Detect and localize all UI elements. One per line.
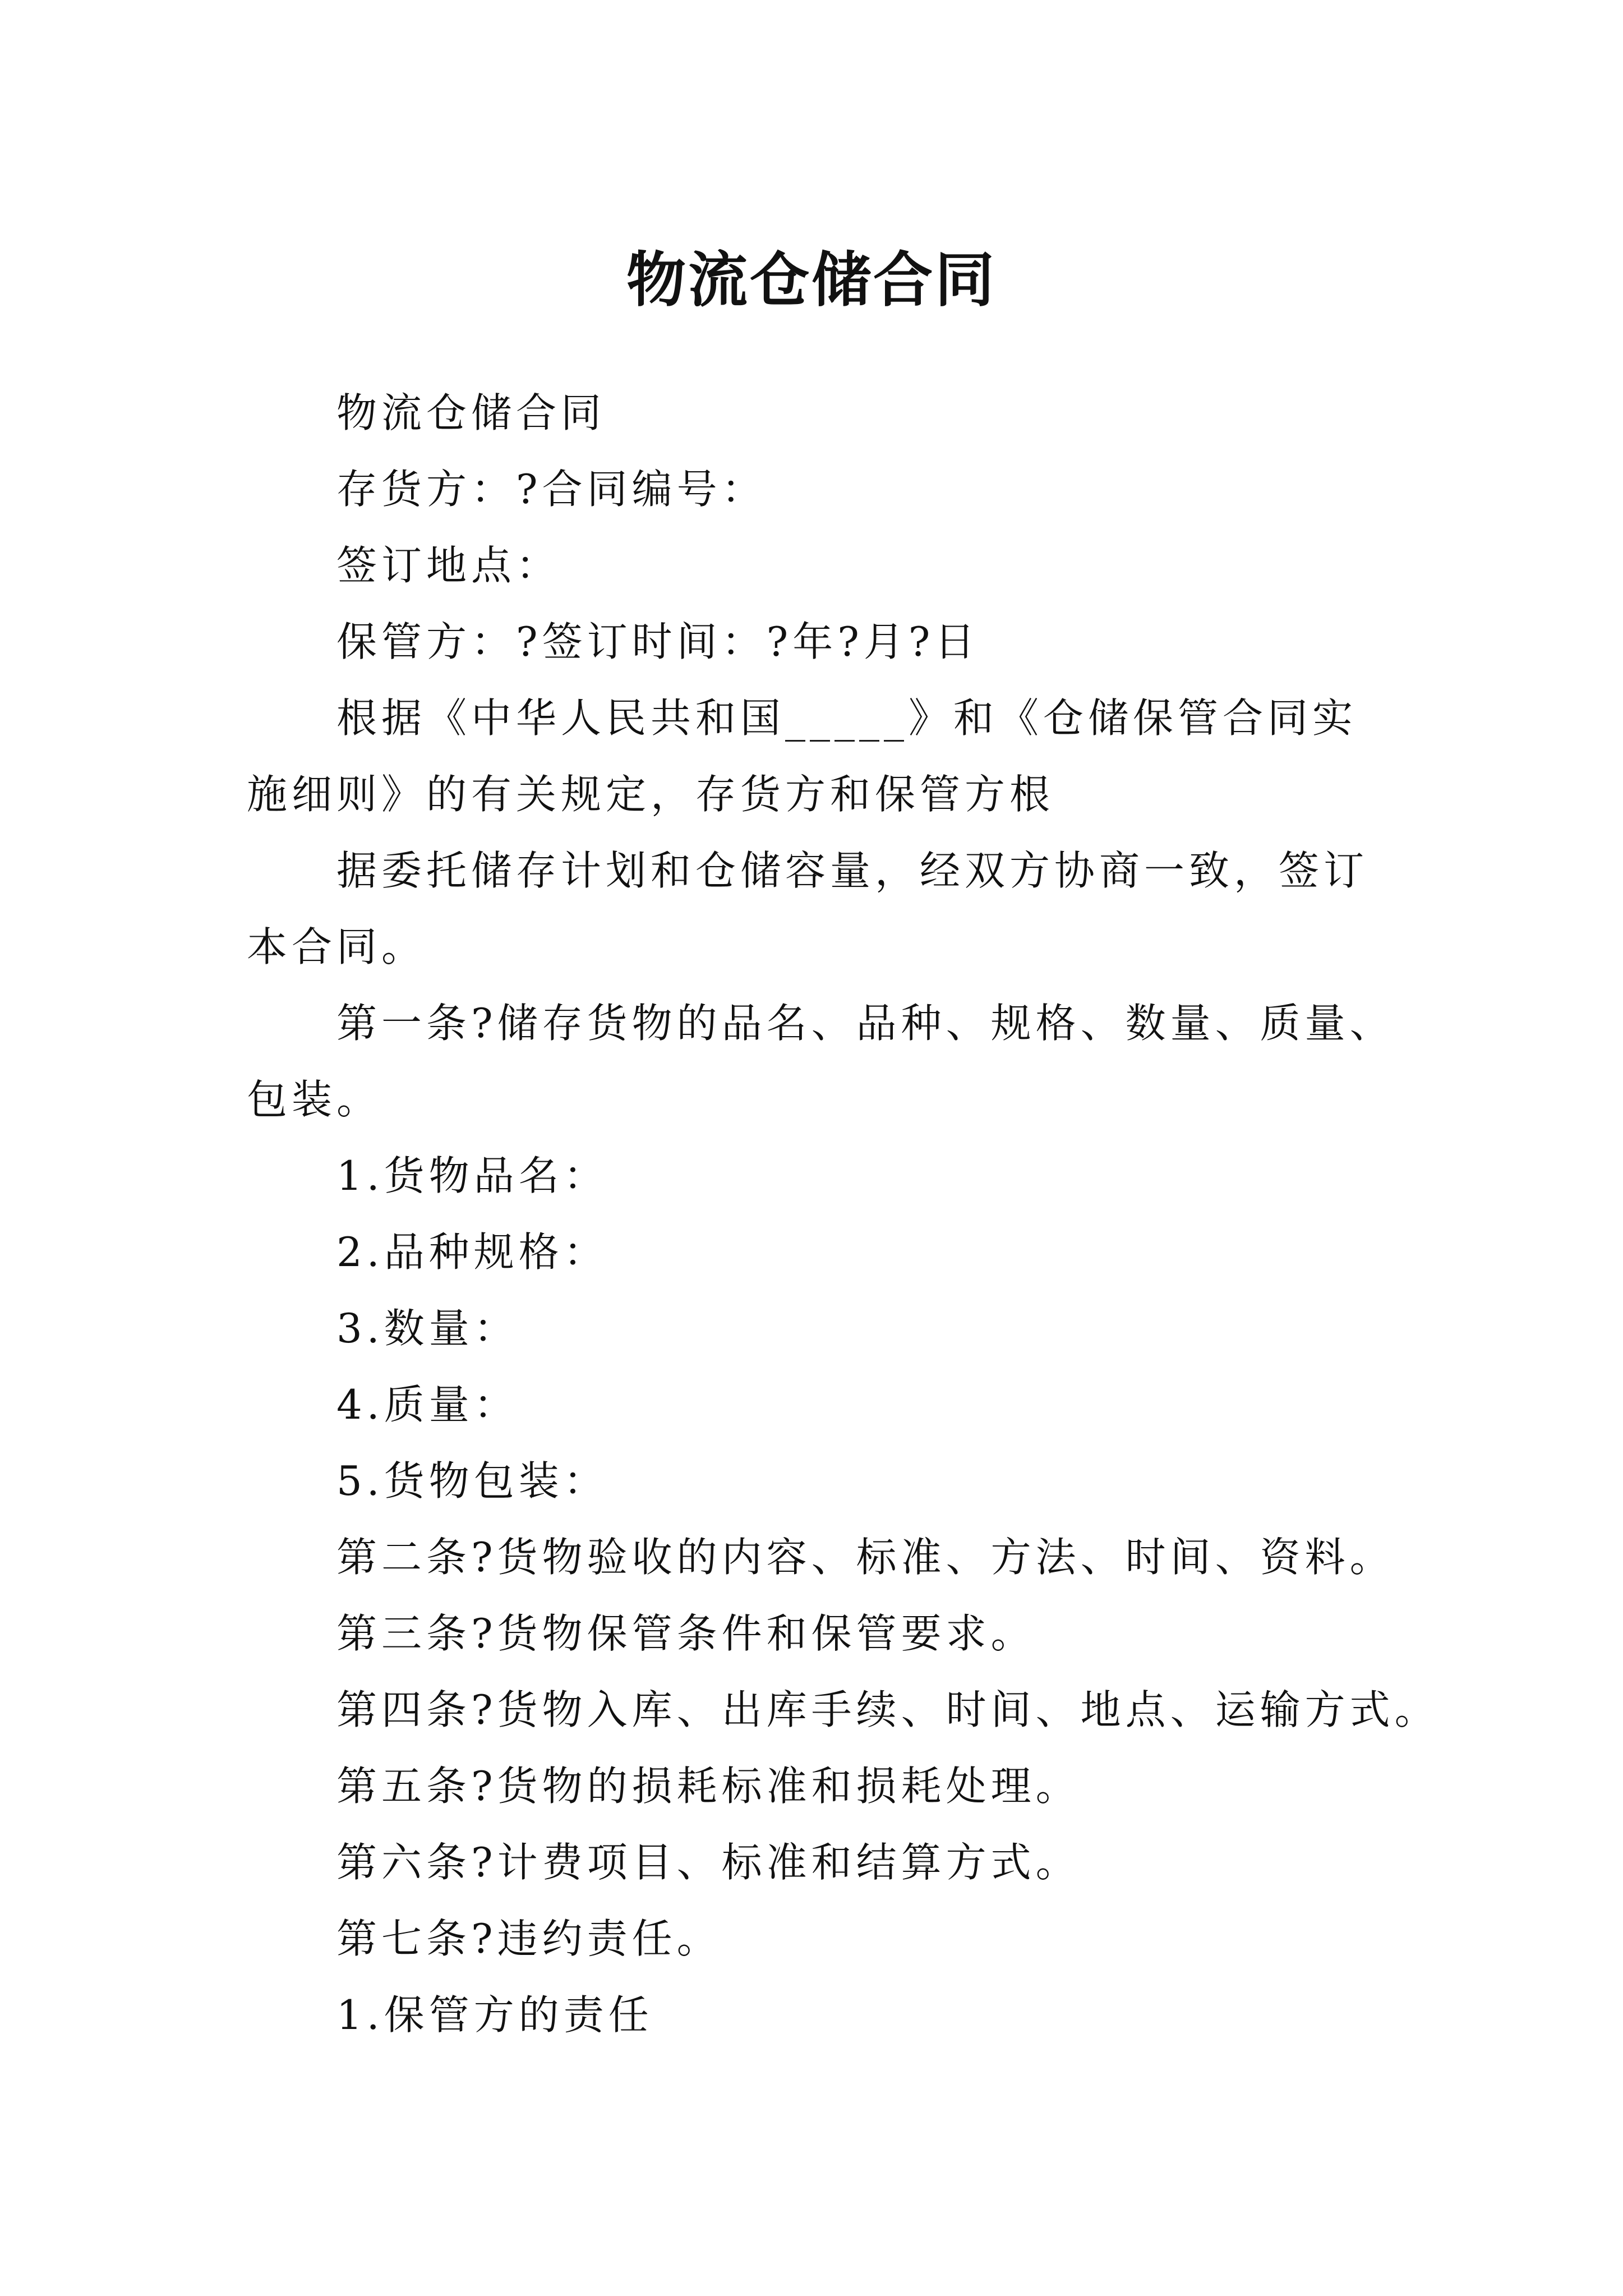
item-custodian-liability: 1.保管方的责任 — [336, 1991, 653, 2039]
paragraph-subtitle: 物流仓储合同 — [336, 389, 606, 436]
article-2: 第二条?货物验收的内容、标准、方法、时间、资料。 — [336, 1534, 1395, 1581]
article-4: 第四条?货物入库、出库手续、时间、地点、运输方式。 — [336, 1686, 1440, 1733]
item-quantity: 3.数量： — [336, 1305, 519, 1352]
item-specification: 2.品种规格： — [336, 1228, 608, 1276]
document-body — [247, 375, 1440, 2053]
article-1: 第一条?储存货物的品名、品种、规格、数量、质量、包装。 — [247, 1000, 1395, 1123]
item-goods-name: 1.货物品名： — [336, 1152, 608, 1199]
article-3: 第三条?货物保管条件和保管要求。 — [336, 1610, 1036, 1657]
paragraph-legal-basis: 根据《中华人民共和国_____》和《仓储保管合同实施细则》的有关规定，存货方和保管方根 — [247, 694, 1358, 818]
item-packaging: 5.货物包装： — [336, 1457, 608, 1504]
paragraph-signing-place: 签订地点： — [336, 542, 561, 589]
paragraph-custodian: 保管方：?签订时间：?年?月?日 — [336, 618, 980, 665]
paragraph-depositor: 存货方：?合同编号： — [336, 466, 767, 513]
document-title: 物流仓储合同 — [626, 245, 997, 315]
article-7: 第七条?违约责任。 — [336, 1915, 722, 1962]
article-5: 第五条?货物的损耗标准和损耗处理。 — [336, 1763, 1081, 1810]
item-quality: 4.质量： — [336, 1381, 519, 1428]
paragraph-agreement: 据委托储存计划和仓储容量，经双方协商一致，签订本合同。 — [247, 847, 1369, 970]
article-6: 第六条?计费项目、标准和结算方式。 — [336, 1839, 1081, 1886]
